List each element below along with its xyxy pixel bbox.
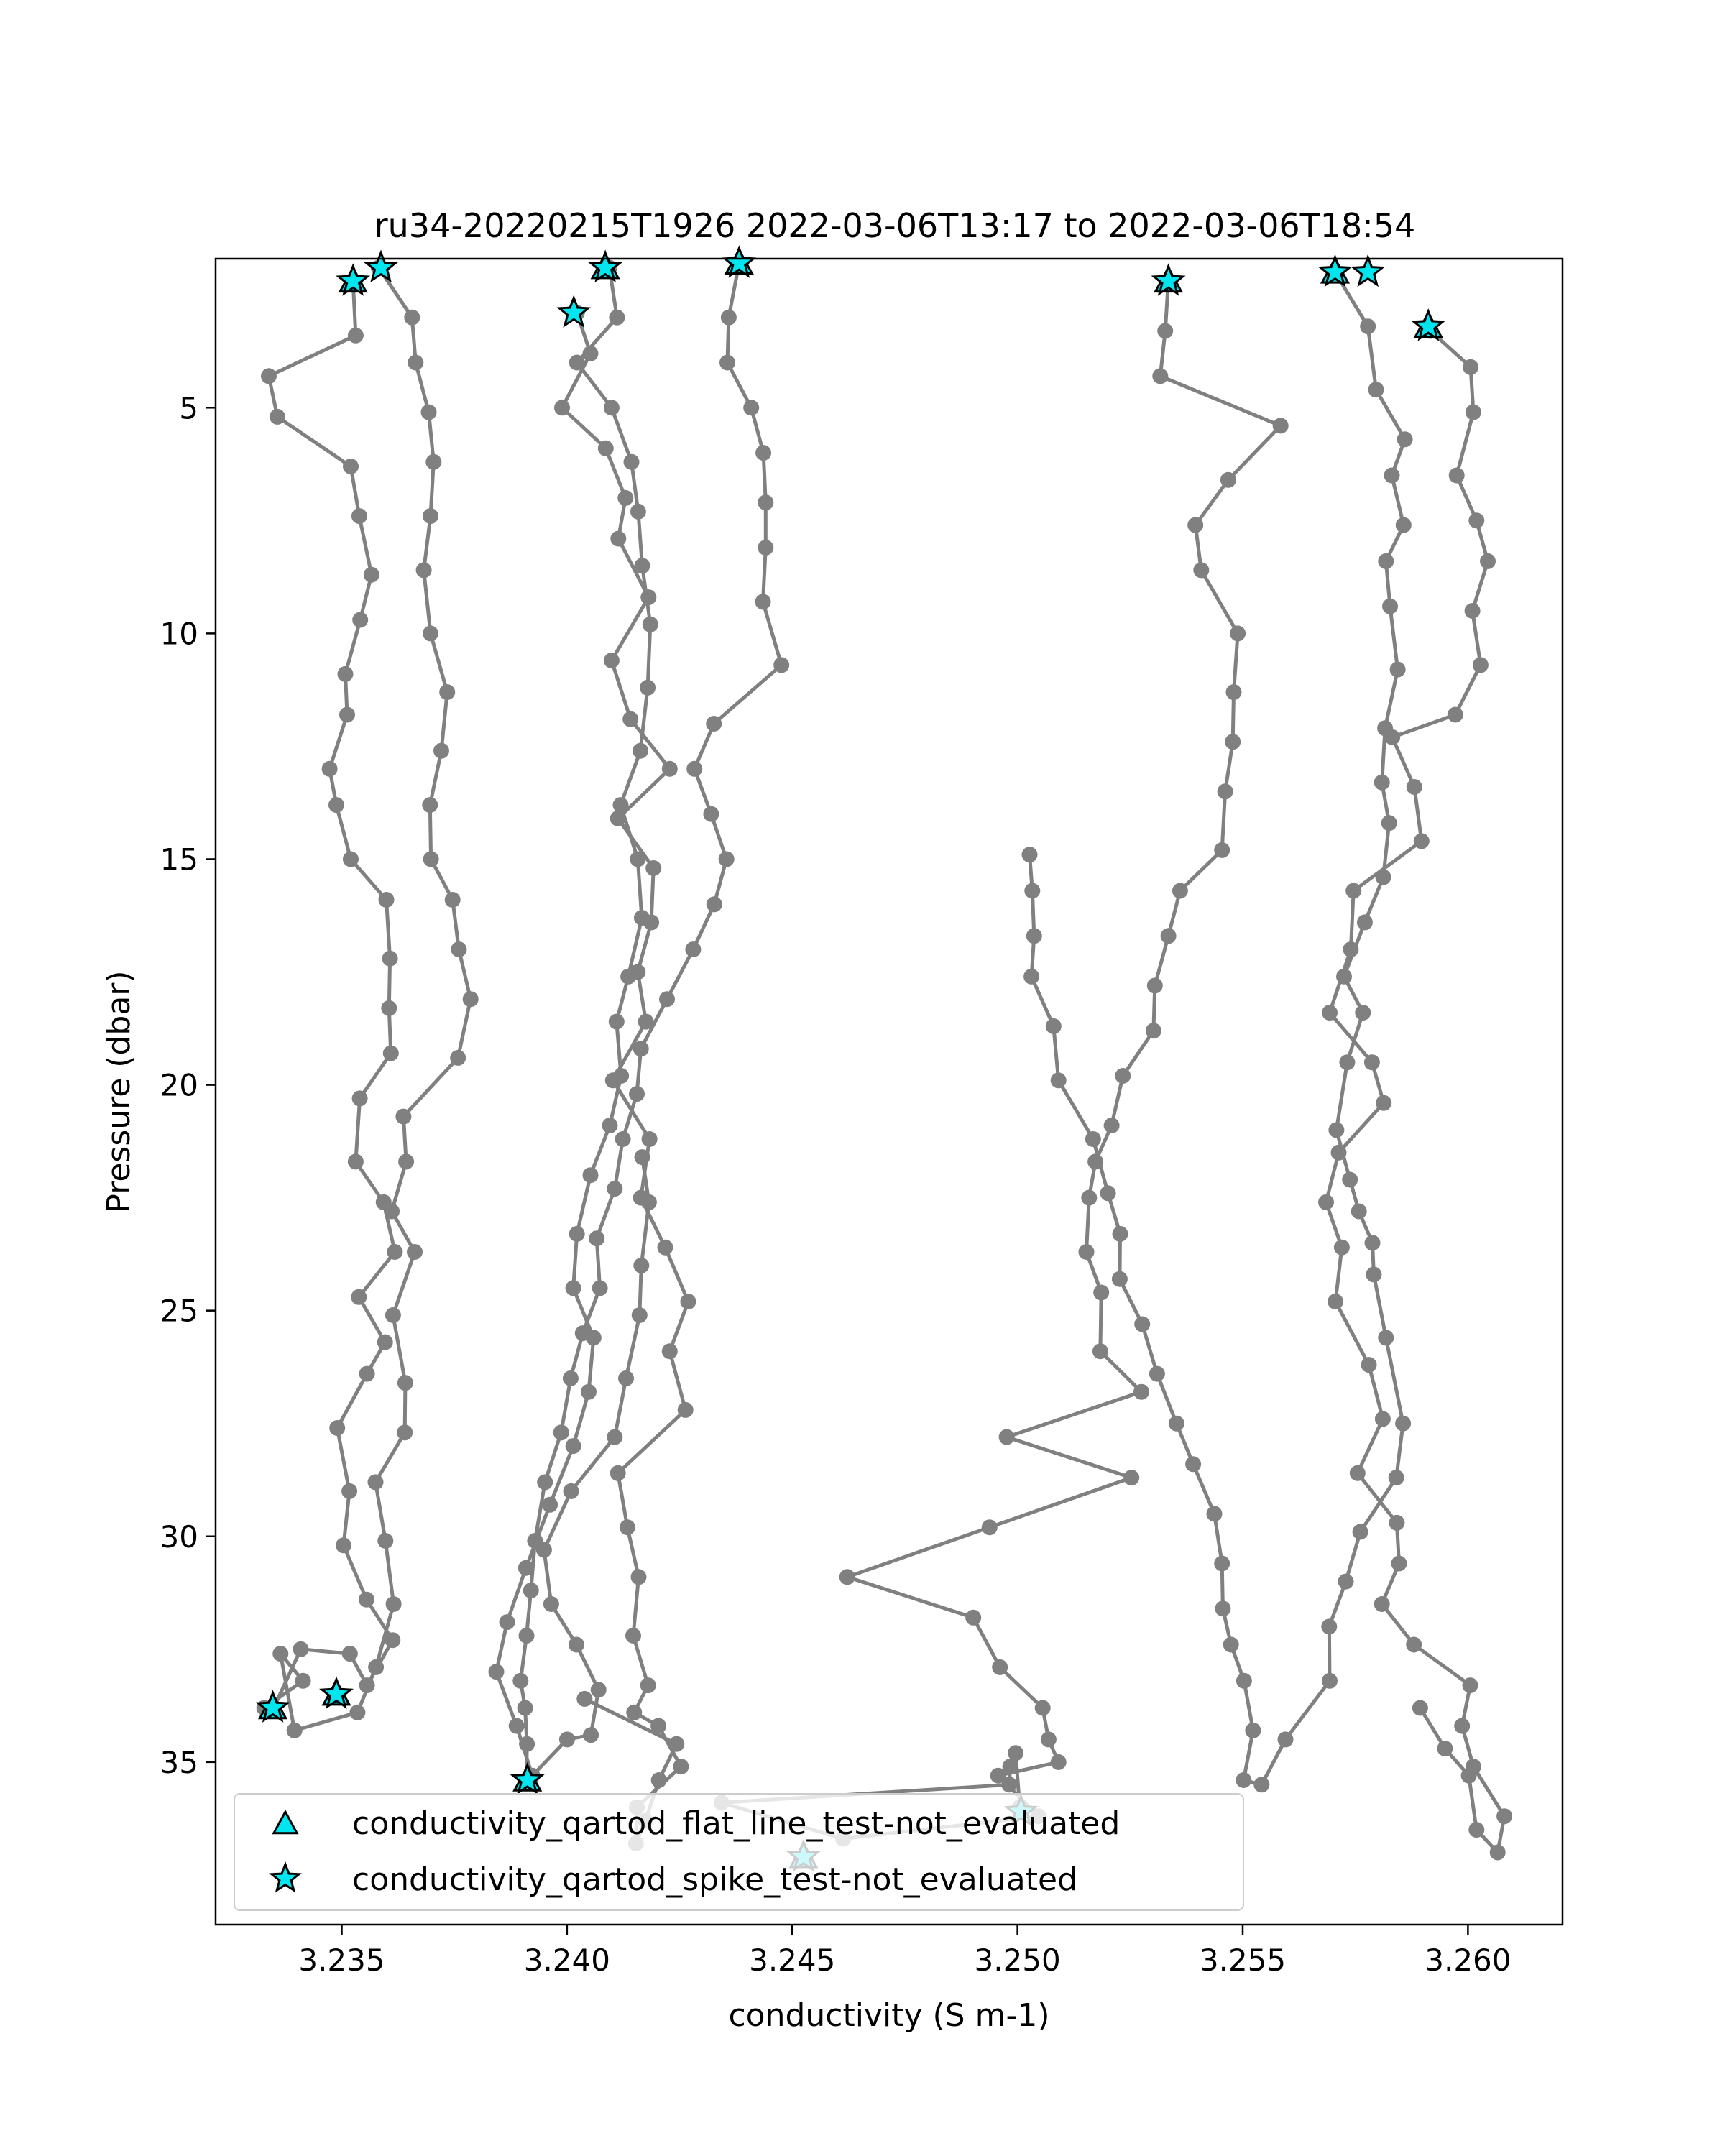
series-8-point [1328, 1294, 1343, 1309]
series-5-point [519, 1628, 535, 1644]
series-4-point [625, 1628, 641, 1644]
series-2-point [404, 310, 420, 326]
series-6-point [1225, 734, 1241, 750]
series-4-point [650, 1718, 666, 1734]
series-1-point [342, 1646, 358, 1662]
series-8-point [1406, 1637, 1422, 1653]
series-7-point [1112, 1271, 1128, 1287]
series-4-point [643, 914, 659, 930]
series-6-point [1035, 1700, 1051, 1716]
series-7-point [1378, 1330, 1394, 1345]
series-4-point [620, 1519, 635, 1535]
series-6-point [999, 1429, 1015, 1445]
series-7-point [1396, 517, 1412, 533]
series-5-point [518, 1700, 533, 1716]
series-8-point [1361, 1357, 1377, 1373]
series-6-point [1079, 1244, 1095, 1260]
series-6-point [1172, 883, 1188, 899]
y-axis-label: Pressure (dbar) [101, 970, 137, 1213]
series-1-point [348, 1153, 364, 1169]
series-7-point [1366, 1266, 1381, 1282]
series-8-point [1449, 468, 1465, 484]
series-7-point [1355, 1005, 1371, 1021]
series-2-point [398, 1153, 414, 1169]
series-2-point [433, 743, 449, 759]
series-2-point [407, 1244, 423, 1260]
series-3-point [500, 1614, 515, 1630]
series-8-point [1374, 1596, 1390, 1612]
series-5-point [719, 852, 735, 867]
series-3-point [566, 1438, 581, 1454]
series-4-point [610, 531, 626, 547]
series-3-point [632, 1307, 648, 1323]
series-5-point [629, 1086, 645, 1102]
series-1-point [329, 1420, 345, 1436]
series-3-point [542, 1497, 558, 1513]
series-2-point [272, 1646, 288, 1662]
series-3-point [564, 1483, 579, 1499]
series-2-point [422, 797, 438, 813]
series-7-point [1215, 1600, 1230, 1616]
series-3-point [633, 1258, 649, 1273]
series-7-point [1245, 1723, 1261, 1738]
series-7-point [1149, 1366, 1165, 1382]
series-1-point [270, 409, 285, 425]
series-2-point [426, 454, 441, 470]
series-4-point [554, 400, 570, 415]
series-7-point [1236, 1772, 1251, 1788]
series-1-point [359, 1592, 374, 1608]
series-4-point [640, 589, 656, 605]
series-3-point [624, 454, 640, 470]
series-1-point [351, 1289, 367, 1305]
series-7-point [1024, 883, 1040, 899]
series-7-point [1278, 1731, 1294, 1747]
series-7-point [1342, 1172, 1358, 1188]
series-3-point [609, 310, 625, 326]
series-1-point [352, 612, 368, 628]
series-6-point [1193, 562, 1209, 578]
series-7-point [1374, 775, 1390, 791]
series-3-point [509, 1718, 525, 1734]
series-3-point [607, 1429, 622, 1445]
series-5-point [527, 1533, 543, 1549]
series-6-point [1081, 1190, 1097, 1206]
y-tick-label: 30 [160, 1519, 198, 1554]
series-6-point [840, 1569, 855, 1585]
series-1-point [348, 328, 364, 344]
series-3-point [618, 1370, 634, 1386]
series-8-point [1375, 1411, 1391, 1427]
series-3-point [583, 1727, 599, 1743]
series-4-point [610, 811, 626, 826]
series-5-point [758, 540, 773, 556]
series-4-point [610, 1465, 626, 1481]
y-tick-label: 20 [160, 1067, 198, 1103]
series-3-point [630, 504, 646, 520]
series-8-point [1496, 1808, 1512, 1824]
series-2-point [451, 941, 466, 957]
series-5-point [512, 1673, 528, 1689]
series-7-point [1085, 1131, 1101, 1147]
series-3-point [489, 1664, 505, 1680]
series-2-point [463, 991, 479, 1007]
series-6-point [1093, 1285, 1109, 1301]
legend-label-spike: conductivity_qartod_spike_test-not_evaluated [352, 1861, 1078, 1898]
series-4-point [617, 490, 633, 506]
series-5-point [707, 896, 722, 912]
series-3-point [591, 1682, 607, 1697]
series-8-point [1480, 553, 1496, 569]
series-4-point [645, 860, 661, 876]
series-7-point [1024, 969, 1039, 985]
series-3-point [569, 1226, 585, 1242]
series-4-point [622, 711, 638, 727]
series-3-point [632, 743, 648, 759]
series-4-point [633, 1190, 649, 1206]
series-5-point [755, 445, 771, 461]
series-6-point [1001, 1777, 1017, 1792]
series-6-point [1220, 472, 1236, 488]
series-5-point [592, 1280, 608, 1296]
x-tick-label: 3.235 [298, 1943, 385, 1978]
series-2-point [368, 1474, 384, 1490]
series-5-point [755, 594, 771, 609]
series-3-point [604, 400, 620, 415]
series-3-point [583, 1167, 599, 1183]
series-7-point [1389, 1470, 1404, 1485]
series-1-point [328, 797, 344, 813]
series-5-point [743, 400, 759, 415]
series-2-point [395, 1109, 411, 1125]
series-4-point [626, 1705, 642, 1720]
series-7-point [1378, 553, 1394, 569]
series-1-point [352, 1090, 368, 1106]
series-8-point [1490, 1845, 1506, 1861]
series-7-point [1351, 1204, 1367, 1220]
y-tick-label: 35 [160, 1744, 198, 1780]
series-6-point [1133, 1384, 1149, 1400]
series-6-point [965, 1610, 981, 1626]
series-7-point [1360, 318, 1376, 334]
series-8-point [1318, 1194, 1334, 1210]
series-7-point [1365, 1235, 1381, 1250]
series-4-point [662, 1343, 678, 1359]
series-4-point [583, 346, 599, 361]
series-2-point [384, 1204, 400, 1220]
series-6-point [1104, 1118, 1120, 1133]
series-3-point [569, 1637, 584, 1653]
series-8-point [1346, 883, 1361, 899]
series-1-point [336, 1537, 351, 1553]
series-6-point [1146, 1023, 1162, 1038]
series-8-point [1322, 1005, 1338, 1021]
series-8-point [1343, 941, 1358, 957]
x-axis-label: conductivity (S m-1) [728, 1997, 1050, 2034]
series-6-point [1147, 977, 1163, 993]
series-7-point [1338, 1574, 1354, 1590]
series-5-point [615, 1131, 631, 1147]
series-3-point [609, 1014, 625, 1030]
series-4-point [681, 1294, 696, 1309]
series-8-point [1468, 512, 1484, 528]
series-6-point [1226, 684, 1242, 700]
series-7-point [1384, 468, 1400, 484]
series-7-point [1254, 1777, 1269, 1792]
series-6-point [1123, 1470, 1139, 1485]
chart-title: ru34-20220215T1926 2022-03-06T13:17 to 2022-03-06T18:54 [374, 206, 1416, 245]
series-7-point [1381, 815, 1397, 831]
series-6-point [1041, 1731, 1057, 1747]
series-5-point [607, 1181, 622, 1197]
series-1-point [343, 459, 359, 474]
series-5-point [719, 355, 735, 371]
series-2-point [397, 1375, 413, 1391]
series-2-point [450, 1050, 466, 1066]
series-6-point [982, 1519, 998, 1535]
series-5-point [706, 716, 722, 732]
series-2-point [368, 1659, 384, 1675]
series-1-point [379, 892, 395, 908]
series-1-point [359, 1366, 375, 1382]
series-3-point [566, 1280, 581, 1296]
series-8-point [1437, 1741, 1453, 1756]
series-5-point [589, 1230, 604, 1246]
series-8-point [1463, 359, 1478, 375]
series-8-point [1473, 657, 1489, 673]
series-5-point [686, 761, 702, 777]
series-6-point [1218, 783, 1233, 799]
series-4-point [598, 441, 614, 456]
series-6-point [1161, 928, 1177, 944]
series-7-point [1169, 1416, 1184, 1432]
series-7-point [1390, 662, 1406, 678]
series-1-point [343, 852, 359, 867]
series-2-point [416, 562, 432, 578]
series-8-point [1331, 1145, 1347, 1161]
y-tick-label: 10 [160, 616, 198, 652]
series-8-point [1376, 1095, 1392, 1111]
series-2-point [349, 1705, 365, 1720]
series-4-point [668, 1736, 684, 1752]
series-1-point [364, 567, 380, 583]
series-6-point [1187, 517, 1203, 533]
series-3-point [559, 1731, 575, 1747]
series-8-point [1334, 1240, 1350, 1256]
series-2-point [421, 405, 437, 420]
series-2-point [445, 892, 461, 908]
series-3-point [602, 1118, 617, 1133]
series-4-point [630, 964, 645, 980]
series-8-point [1468, 1822, 1484, 1838]
series-5-point [773, 657, 789, 673]
series-7-point [1328, 1122, 1344, 1138]
series-7-point [1321, 1618, 1337, 1634]
series-7-point [1357, 914, 1373, 930]
series-2-point [423, 508, 438, 524]
series-8-point [1350, 1465, 1366, 1481]
series-7-point [1113, 1226, 1128, 1242]
series-8-point [1392, 1556, 1407, 1572]
series-6-point [1008, 1745, 1024, 1761]
series-7-point [1339, 1054, 1355, 1070]
series-8-point [1364, 1054, 1380, 1070]
series-3-point [643, 617, 658, 632]
series-7-point [1353, 1524, 1368, 1540]
series-7-point [1051, 1072, 1067, 1088]
series-2-point [385, 1307, 401, 1323]
series-7-point [1236, 1673, 1252, 1689]
series-8-point [1466, 405, 1481, 420]
x-tick-label: 3.245 [749, 1943, 836, 1978]
x-tick-label: 3.250 [974, 1943, 1061, 1978]
series-6-point [992, 1659, 1008, 1675]
series-1-point [381, 1000, 397, 1016]
series-8-point [1389, 1515, 1404, 1531]
series-4-point [642, 1131, 658, 1147]
series-4-point [605, 1072, 621, 1088]
y-tick-label: 5 [179, 390, 198, 426]
series-6-point [1157, 323, 1173, 339]
series-2-point [439, 684, 455, 700]
series-5-point [758, 494, 773, 510]
series-2-point [295, 1673, 311, 1689]
series-2-point [377, 1533, 393, 1549]
series-7-point [1397, 431, 1413, 447]
series-8-point [1448, 707, 1463, 723]
series-5-point [659, 991, 675, 1007]
series-8-point [1414, 833, 1430, 849]
series-7-point [1368, 382, 1384, 397]
series-5-point [523, 1583, 539, 1598]
series-5-point [721, 310, 737, 326]
series-8-point [1465, 603, 1481, 619]
series-6-point [1273, 418, 1289, 433]
series-5-point [633, 1041, 649, 1056]
series-2-point [386, 1596, 402, 1612]
x-tick-label: 3.260 [1425, 1943, 1512, 1978]
series-4-point [662, 761, 678, 777]
series-1-point [385, 1632, 400, 1648]
series-7-point [1134, 1317, 1150, 1332]
series-4-point [604, 653, 620, 668]
series-2-point [408, 355, 423, 371]
series-7-point [1022, 847, 1038, 862]
series-6-point [1003, 1759, 1018, 1774]
y-tick-label: 15 [160, 842, 198, 877]
series-4-point [651, 1772, 667, 1788]
series-1-point [351, 508, 367, 524]
series-7-point [1207, 1506, 1223, 1521]
series-7-point [1185, 1456, 1201, 1472]
series-6-point [1092, 1343, 1108, 1359]
legend [234, 1794, 1243, 1910]
series-8-point [1454, 1718, 1470, 1734]
series-5-point [537, 1474, 553, 1490]
series-1-point [382, 951, 398, 967]
series-8-point [1463, 1677, 1478, 1693]
series-2-point [423, 625, 438, 641]
x-tick-label: 3.255 [1199, 1943, 1287, 1978]
series-5-point [553, 1424, 569, 1440]
series-2-point [397, 1424, 413, 1440]
series-2-point [423, 852, 439, 867]
series-5-point [703, 806, 719, 822]
series-1-point [338, 666, 354, 682]
series-4-point [673, 1759, 689, 1774]
series-4-point [658, 1240, 673, 1256]
series-7-point [1026, 928, 1042, 944]
series-7-point [1214, 1556, 1230, 1572]
legend-label-flat-line: conductivity_qartod_flat_line_test-not_evaluated [352, 1805, 1121, 1842]
series-1-point [339, 707, 355, 723]
series-3-point [543, 1596, 559, 1612]
series-1-point [341, 1483, 357, 1499]
series-3-point [581, 1384, 597, 1400]
series-1-point [293, 1641, 309, 1657]
series-2-point [287, 1723, 303, 1738]
series-4-point [678, 1402, 694, 1418]
series-6-point [1230, 625, 1246, 641]
series-4-point [631, 1569, 647, 1585]
series-8-point [1412, 1700, 1428, 1716]
series-5-point [575, 1325, 591, 1341]
series-5-point [685, 941, 701, 957]
series-1-point [377, 1335, 393, 1350]
series-6-point [1051, 1754, 1067, 1770]
series-7-point [1100, 1185, 1116, 1201]
series-4-point [576, 1691, 592, 1707]
series-1-point [383, 1046, 399, 1061]
series-8-point [1461, 1768, 1477, 1784]
series-1-point [322, 761, 338, 777]
x-tick-label: 3.240 [523, 1943, 610, 1978]
y-tick-label: 25 [160, 1293, 198, 1329]
series-7-point [1395, 1416, 1411, 1432]
series-8-point [1384, 729, 1400, 745]
series-6-point [1152, 368, 1168, 384]
series-1-point [387, 1244, 402, 1260]
series-7-point [1046, 1018, 1062, 1034]
series-7-point [1223, 1637, 1239, 1653]
series-7-point [1382, 599, 1398, 614]
series-5-point [519, 1736, 535, 1752]
series-8-point [1407, 779, 1422, 795]
series-1-point [261, 368, 277, 384]
series-6-point [1115, 1068, 1131, 1084]
series-3-point [640, 680, 656, 696]
series-7-point [1322, 1673, 1338, 1689]
series-6-point [1214, 842, 1230, 858]
series-4-point [640, 1677, 656, 1693]
series-5-point [563, 1370, 579, 1386]
